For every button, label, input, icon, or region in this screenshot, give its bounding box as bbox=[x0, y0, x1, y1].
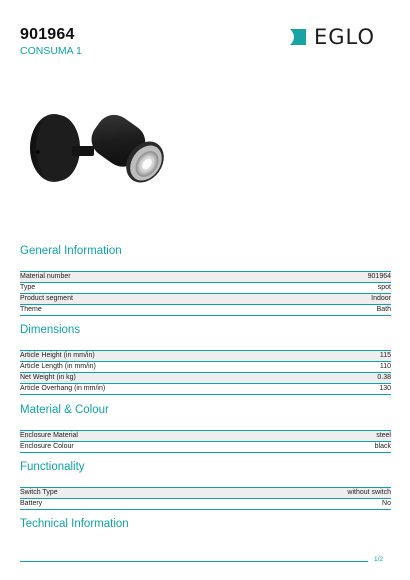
row-label: Enclosure Material bbox=[20, 432, 78, 439]
general-information-table bbox=[20, 271, 391, 316]
dimensions-section bbox=[20, 324, 391, 395]
technical-information-section bbox=[20, 518, 391, 536]
general-information-section bbox=[20, 245, 391, 316]
eglo-logo bbox=[288, 25, 375, 49]
row-label: Article Length (in mm/in) bbox=[20, 363, 96, 370]
material-colour-table bbox=[20, 430, 391, 453]
dimensions-table bbox=[20, 350, 391, 395]
material-colour-section bbox=[20, 404, 391, 453]
functionality-section bbox=[20, 461, 391, 510]
row-label: Article Height (in mm/in) bbox=[20, 352, 95, 359]
functionality-table bbox=[20, 487, 391, 510]
row-label: Battery bbox=[20, 500, 43, 507]
row-value: spot bbox=[377, 284, 391, 291]
table-row bbox=[20, 272, 391, 283]
row-label: Theme bbox=[20, 306, 42, 313]
row-label: Switch Type bbox=[20, 489, 58, 496]
row-label: Type bbox=[20, 284, 36, 291]
eglo-logo-mark-icon bbox=[288, 27, 308, 47]
table-row bbox=[20, 351, 391, 362]
footer-divider bbox=[20, 561, 368, 562]
row-value: 115 bbox=[379, 352, 391, 359]
row-value: 110 bbox=[379, 363, 391, 370]
row-value: 0.38 bbox=[377, 374, 391, 381]
row-label: Net Weight (in kg) bbox=[20, 374, 76, 381]
section-title: Technical Information bbox=[20, 518, 129, 530]
row-value: 901964 bbox=[367, 273, 391, 280]
section-title: Material & Colour bbox=[20, 404, 109, 416]
table-row bbox=[20, 442, 391, 453]
eglo-logo-text: EGLO bbox=[314, 25, 376, 49]
table-row bbox=[20, 431, 391, 442]
row-value: 130 bbox=[379, 385, 391, 392]
row-value: Bath bbox=[376, 306, 391, 313]
table-row bbox=[20, 362, 391, 373]
table-row bbox=[20, 384, 391, 395]
table-row bbox=[20, 373, 391, 384]
section-title: Functionality bbox=[20, 461, 85, 473]
table-row bbox=[20, 294, 391, 305]
product-name: CONSUMA 1 bbox=[20, 45, 82, 57]
article-number: 901964 bbox=[20, 26, 75, 43]
row-label: Material number bbox=[20, 273, 71, 280]
section-title: General Information bbox=[20, 245, 122, 257]
table-row bbox=[20, 499, 391, 510]
table-row bbox=[20, 305, 391, 316]
row-value: without switch bbox=[347, 489, 391, 496]
row-label: Article Overhang (in mm/in) bbox=[20, 385, 106, 392]
table-row bbox=[20, 488, 391, 499]
product-image bbox=[22, 96, 172, 206]
row-label: Product segment bbox=[20, 295, 73, 302]
row-value: No bbox=[382, 500, 391, 507]
page-number: 1/2 bbox=[374, 556, 384, 563]
row-value: black bbox=[374, 443, 391, 450]
table-row bbox=[20, 283, 391, 294]
row-value: steel bbox=[376, 432, 391, 439]
row-label: Enclosure Colour bbox=[20, 443, 74, 450]
row-value: Indoor bbox=[371, 295, 391, 302]
section-title: Dimensions bbox=[20, 324, 81, 336]
